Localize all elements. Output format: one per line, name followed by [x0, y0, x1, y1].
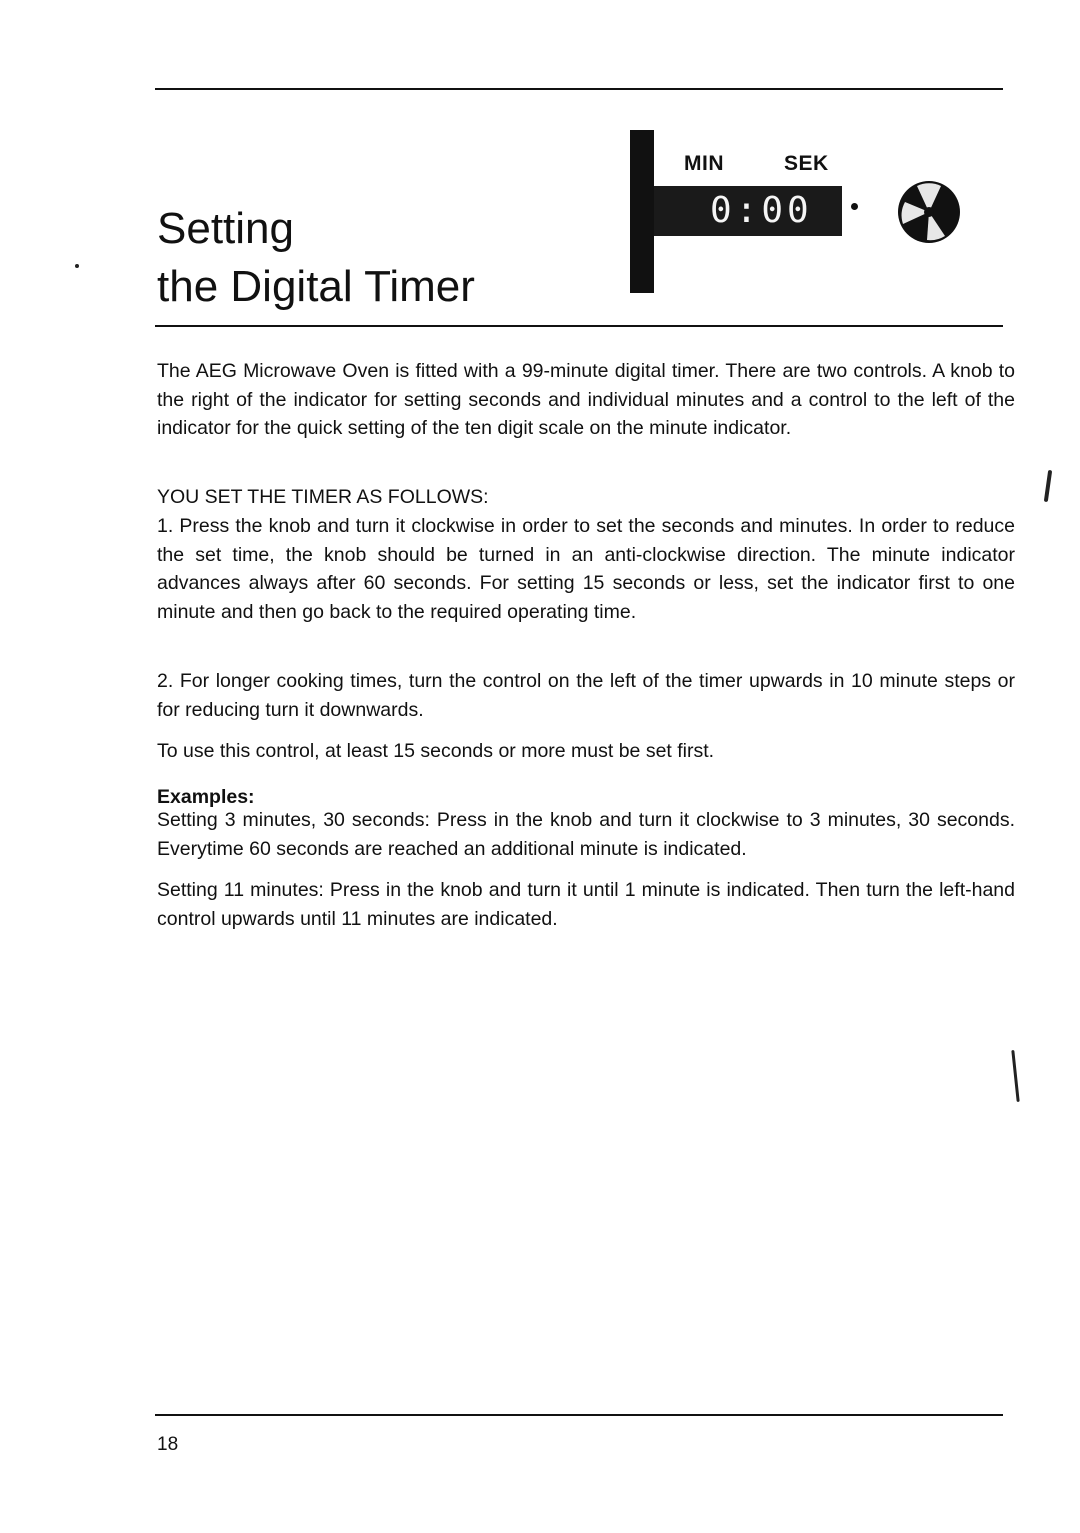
- page-title: [157, 200, 475, 316]
- footer-rule: [155, 1414, 1003, 1416]
- scan-speck: [1044, 470, 1052, 502]
- min-label: MIN: [684, 152, 724, 175]
- section-rule: [155, 325, 1003, 327]
- timer-control-bar: [630, 130, 654, 293]
- example-2: Setting 11 minutes: Press in the knob and turn it until 1 minute is indicated. Then turn the left-hand control upwards until 11 minutes are indicated.: [157, 879, 1015, 930]
- instructions-heading: YOU SET THE TIMER AS FOLLOWS:: [157, 486, 489, 508]
- examples-heading: Examples:: [157, 786, 255, 808]
- sek-label: SEK: [784, 152, 829, 175]
- display-dot: [851, 203, 858, 210]
- title-line-1: Setting: [157, 204, 294, 253]
- example-1: Setting 3 minutes, 30 seconds: Press in the knob and turn it clockwise to 3 minutes, 30 seconds. Everytime 60 seconds are reached an additional minute is indicated.: [157, 809, 1015, 860]
- note-paragraph: To use this control, at least 15 seconds or more must be set first.: [157, 740, 715, 762]
- scan-speck: [75, 264, 79, 268]
- title-line-2: the Digital Timer: [157, 262, 475, 311]
- top-rule: [155, 88, 1003, 90]
- timer-readout: 0:00: [710, 190, 813, 231]
- page-number: 18: [157, 1434, 179, 1455]
- intro-paragraph: The AEG Microwave Oven is fitted with a 99-minute digital timer. There are two controls. A knob to the right of the indicator for setting seconds and individual minutes and a control to the left of the indicator for the quick setting of the ten digit scale on the minute indicator.: [157, 360, 1015, 439]
- scan-speck: [1011, 1050, 1019, 1102]
- knob-icon: [897, 180, 961, 244]
- step-1: 1. Press the knob and turn it clockwise in order to set the seconds and minutes. In order to reduce the set time, the knob should be turned in an anti-clockwise direction. The minute indicator advances always after 60 seconds. For setting 15 seconds or less, set the indicator first to one minute and then go back to the required operating time.: [157, 515, 1015, 623]
- step-2: 2. For longer cooking times, turn the control on the left of the timer upwards in 10 minute steps or for reducing turn it downwards.: [157, 670, 1015, 721]
